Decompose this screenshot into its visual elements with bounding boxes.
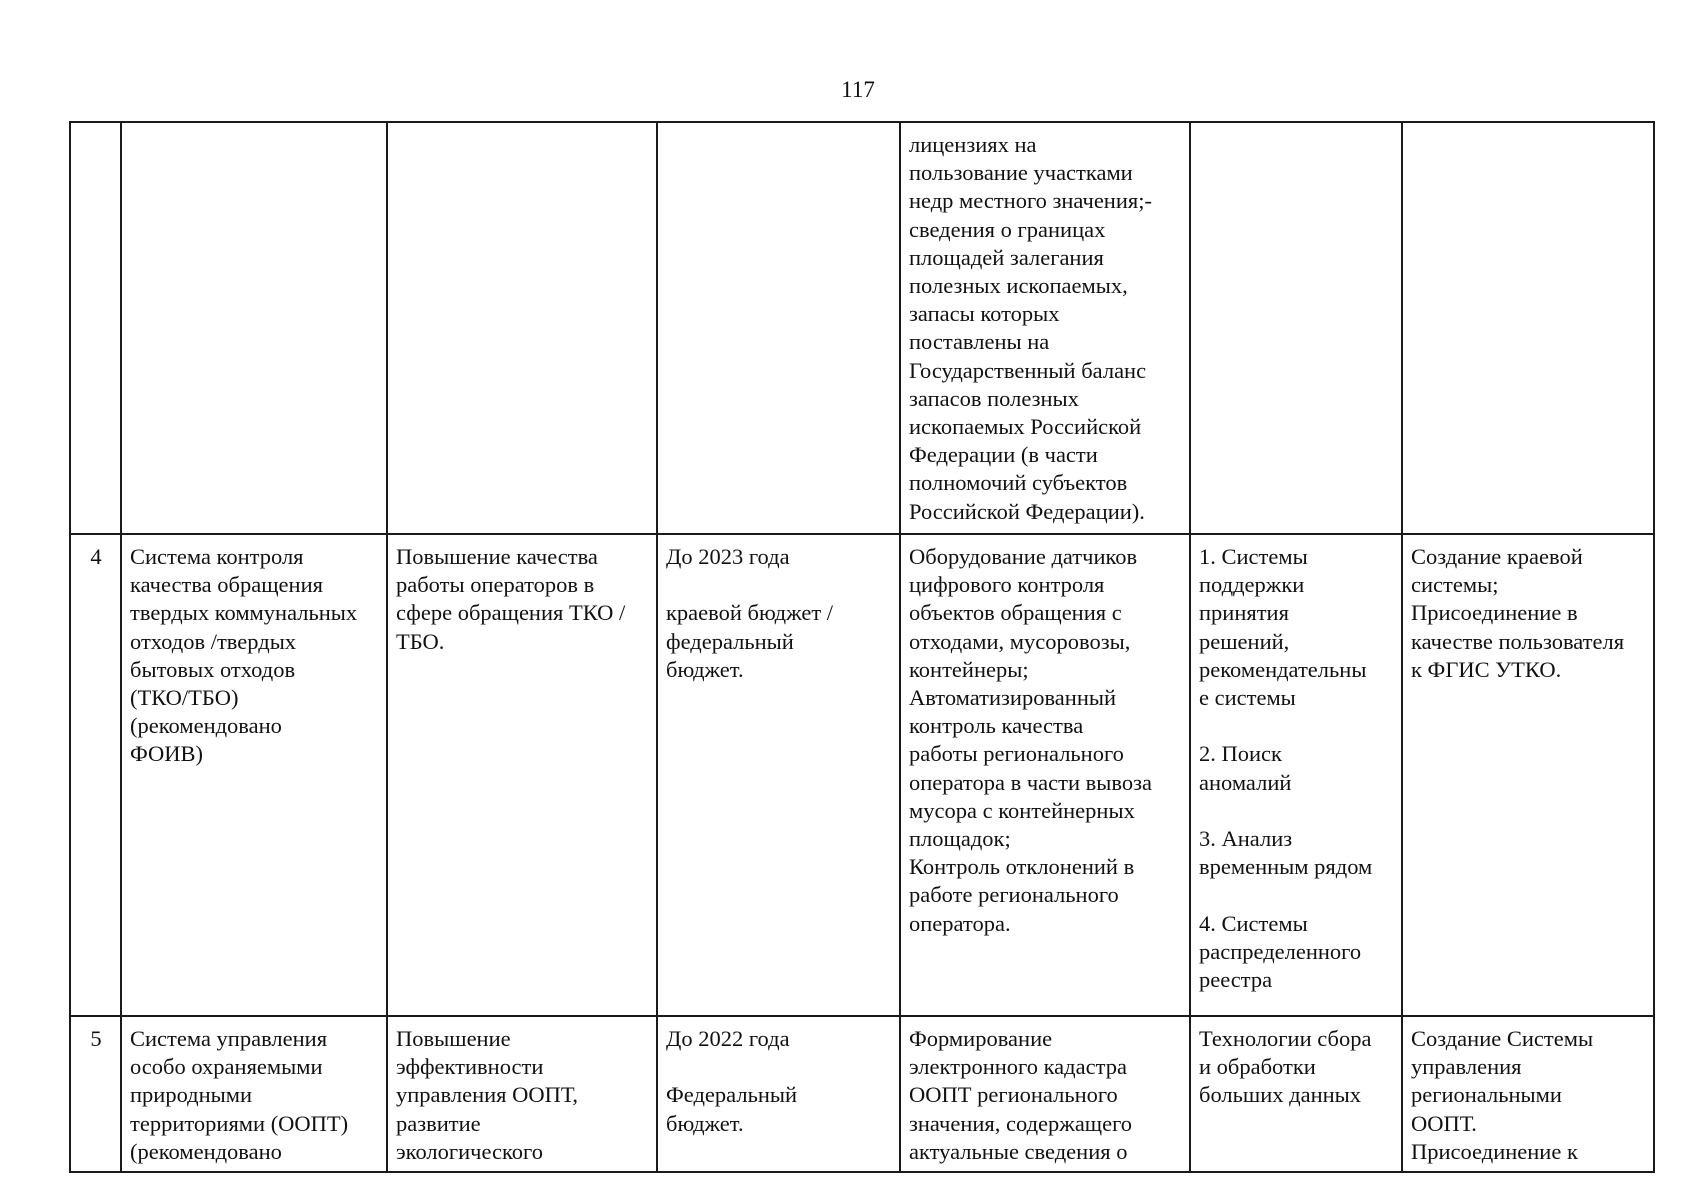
result-cell: Создание Системы управления региональными ООПТ. Присоединение к <box>1402 1016 1654 1172</box>
technology-item: 2. Поиск аномалий <box>1199 741 1292 795</box>
technology-item: 1. Системы поддержки принятия решений, рекомендательны е системы <box>1199 544 1367 711</box>
funding-text: краевой бюджет / федеральный бюджет. <box>666 600 834 682</box>
term-funding-cell <box>657 534 900 1016</box>
technology-item: 3. Анализ временным рядом <box>1199 826 1373 880</box>
table-row <box>70 1016 1654 1172</box>
table-row <box>70 534 1654 1016</box>
tasks-cell: лицензиях на пользование участками недр местного значения;- сведения о границах площадей залегания полезных ископаемых, запасы которых поставлены на Государственный баланс запасов полезных ископаемых Российской Федерации (в части полномочий субъектов Российской Федерации). <box>900 122 1190 534</box>
row-number-cell <box>70 122 121 534</box>
row-number-cell: 5 <box>70 1016 121 1172</box>
result-cell: Создание краевой системы; Присоединение в качестве пользователя к ФГИС УТКО. <box>1402 534 1654 1016</box>
goal-cell: Повышение эффективности управления ООПТ, развитие экологического <box>387 1016 657 1172</box>
tasks-cell: Оборудование датчиков цифрового контроля объектов обращения с отходами, мусоровозы, контейнеры; Автоматизированный контроль качества работы регионального оператора в части вывоза мусора с контейнерных площадок; Контроль отклонений в работе регионального оператора. <box>900 534 1190 1016</box>
goal-cell <box>387 122 657 534</box>
system-name-cell: Система управления особо охраняемыми природными территориями (ООПТ) (рекомендовано <box>121 1016 387 1172</box>
term-funding-cell <box>657 1016 900 1172</box>
technology-item: 4. Системы распределенного реестра <box>1199 910 1362 992</box>
row-number-cell: 4 <box>70 534 121 1016</box>
technologies-cell <box>1190 1016 1402 1172</box>
technologies-cell <box>1190 534 1402 1016</box>
tasks-cell: Формирование электронного кадастра ООПТ регионального значения, содержащего актуальные сведения о <box>900 1016 1190 1172</box>
page-number: 117 <box>841 77 875 102</box>
term-text: До 2023 года <box>666 544 790 569</box>
funding-text: Федеральный бюджет. <box>666 1082 798 1136</box>
technologies-cell <box>1190 122 1402 534</box>
technology-item: Технологии сбора и обработки больших данных <box>1199 1026 1372 1108</box>
table-row <box>70 122 1654 534</box>
measures-table <box>69 121 1655 1173</box>
system-name-cell: Система контроля качества обращения твердых коммунальных отходов /твердых бытовых отходов (ТКО/ТБО) (рекомендовано ФОИВ) <box>121 534 387 1016</box>
term-text: До 2022 года <box>666 1026 790 1051</box>
term-funding-cell <box>657 122 900 534</box>
system-name-cell <box>121 122 387 534</box>
result-cell <box>1402 122 1654 534</box>
goal-cell: Повышение качества работы операторов в сфере обращения ТКО / ТБО. <box>387 534 657 1016</box>
